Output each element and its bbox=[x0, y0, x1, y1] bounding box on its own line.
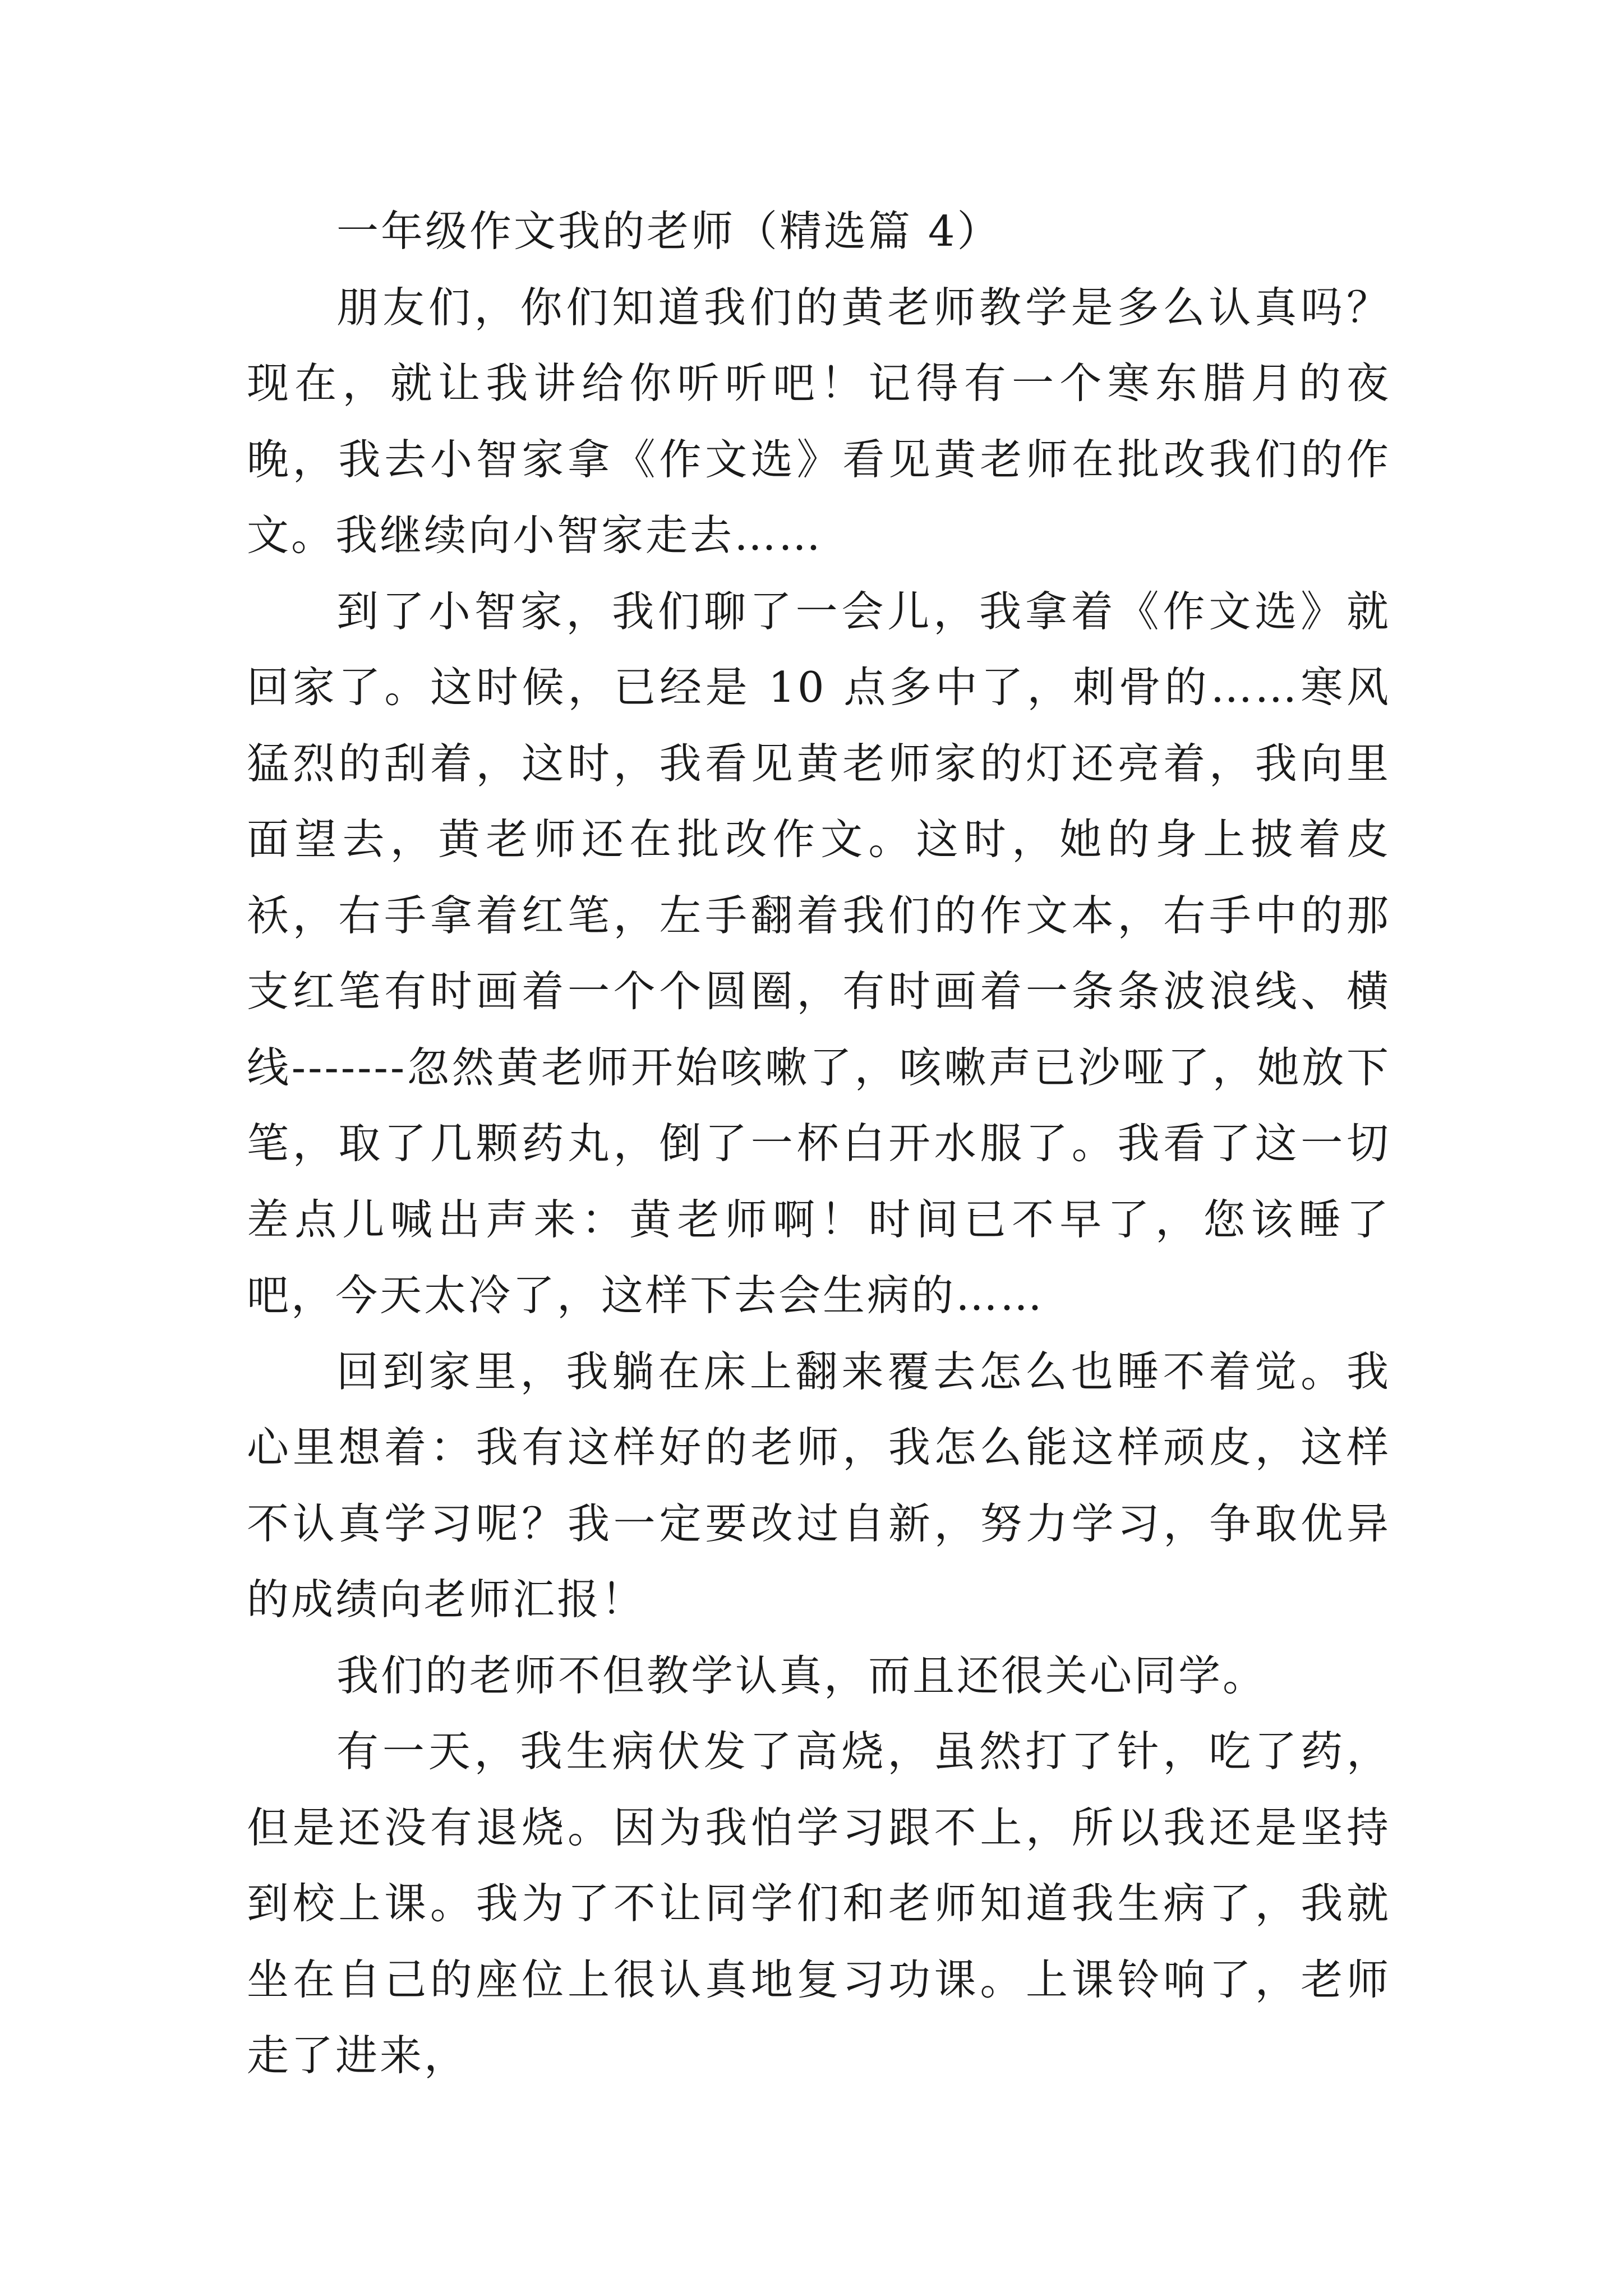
document-title: 一年级作文我的老师（精选篇 4） bbox=[336, 206, 1002, 256]
paragraph-1: 朋友们，你们知道我们的黄老师教学是多么认真吗？现在，就让我讲给你听听吧！记得有一个寒东腊月的夜晚，我去小智家拿《作文选》看见黄老师在批改我们的作文。我继续向小智家走去…… bbox=[247, 282, 1391, 560]
paragraph-3: 回到家里，我躺在床上翻来覆去怎么也睡不着觉。我心里想着：我有这样好的老师，我怎么能这样顽皮，这样不认真学习呢？我一定要改过自新，努力学习，争取优异的成绩向老师汇报！ bbox=[247, 1346, 1391, 1624]
paragraph-4: 我们的老师不但教学认真，而且还很关心同学。 bbox=[336, 1650, 1267, 1700]
paragraph-2: 到了小智家，我们聊了一会儿，我拿着《作文选》就回家了。这时候，已经是 10 点多中了，刺骨的……寒风猛烈的刮着，这时，我看见黄老师家的灯还亮着，我向里面望去，黄老师还在批改作文。这时，她的身上披着皮袄，右手拿着红笔，左手翻着我们的作文本，右手中的那支红笔有时画着一个个圆圈，有时画着一条条波浪线、横线-------忽然黄老师开始咳嗽了，咳嗽声已沙哑了，她放下笔，取了几颗药丸，倒了一杯白开水服了。我看了这一切差点儿喊出声来：黄老师啊！时间已不早了，您该睡了吧，今天太冷了，这样下去会生病的…… bbox=[247, 586, 1391, 1320]
paragraph-5: 有一天，我生病伏发了高烧，虽然打了针，吃了药，但是还没有退烧。因为我怕学习跟不上，所以我还是坚持到校上课。我为了不让同学们和老师知道我生病了，我就坐在自己的座位上很认真地复习功课。上课铃响了，老师走了进来， bbox=[247, 1727, 1391, 2080]
document-body bbox=[247, 194, 1391, 2094]
